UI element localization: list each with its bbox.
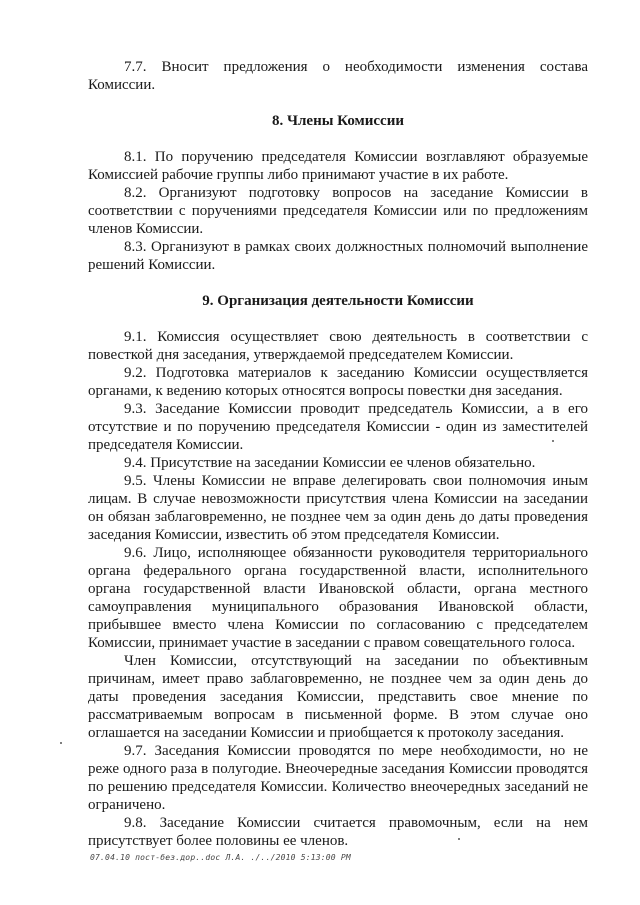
scan-speck	[458, 838, 460, 840]
document-body	[88, 58, 588, 850]
paragraph-8-1: 8.1. По поручению председателя Комиссии возглавляют образуемые Комиссией рабочие группы либо принимают участие в их работе.	[88, 149, 588, 183]
paragraph-9-5: 9.5. Члены Комиссии не вправе делегировать свои полномочия иным лицам. В случае невозможности присутствия члена Комиссии на заседании он обязан заблаговременно, не позднее чем за один день до даты проведения заседания Комиссии, известить об этом председателя Комиссии.	[88, 473, 588, 543]
document-footer: 07.04.10 пост-без.дор..doc Л.А. ./../2010 5:13:00 PM	[90, 853, 351, 862]
scan-speck	[552, 440, 554, 442]
paragraph-absent-member: Член Комиссии, отсутствующий на заседании по объективным причинам, имеет право заблаговременно, не позднее чем за один день до даты проведения заседания Комиссии, представить свое мнение по рассматриваемым вопросам в письменной форме. В этом случае оно оглашается на заседании Комиссии и приобщается к протоколу заседания.	[88, 653, 588, 741]
scan-speck	[60, 742, 62, 744]
paragraph-8-2: 8.2. Организуют подготовку вопросов на заседание Комиссии в соответствии с поручениями председателя Комиссии или по предложениям членов Комиссии.	[88, 185, 588, 237]
paragraph-9-7: 9.7. Заседания Комиссии проводятся по мере необходимости, но не реже одного раза в полугодие. Внеочередные заседания Комиссии проводятся по решению председателя Комиссии. Количество внеочередных заседаний не ограничено.	[88, 743, 588, 813]
paragraph-9-6: 9.6. Лицо, исполняющее обязанности руководителя территориального органа федерального органа государственной власти, исполнительного органа государственной власти Ивановской области, органа местного самоуправления муниципального образования Ивановской области, прибывшее вместо члена Комиссии по согласованию с председателем Комиссии, принимает участие в заседании с правом совещательного голоса.	[88, 545, 588, 651]
paragraph-9-3: 9.3. Заседание Комиссии проводит председатель Комиссии, а в его отсутствие и по поручению председателя Комиссии - один из заместителей председателя Комиссии.	[88, 401, 588, 453]
paragraph-9-2: 9.2. Подготовка материалов к заседанию Комиссии осуществляется органами, к ведению которых относятся вопросы повестки дня заседания.	[88, 365, 588, 399]
paragraph-9-1: 9.1. Комиссия осуществляет свою деятельность в соответствии с повесткой дня заседания, утверждаемой председателем Комиссии.	[88, 329, 588, 363]
paragraph-8-3: 8.3. Организуют в рамках своих должностных полномочий выполнение решений Комиссии.	[88, 239, 588, 273]
section-8-title: 8. Члены Комиссии	[272, 113, 404, 129]
paragraph-9-8: 9.8. Заседание Комиссии считается правомочным, если на нем присутствует более половины ее членов.	[88, 815, 588, 849]
section-9-title: 9. Организация деятельности Комиссии	[202, 293, 474, 309]
paragraph-9-4: 9.4. Присутствие на заседании Комиссии ее членов обязательно.	[124, 455, 536, 471]
paragraph-7-7: 7.7. Вносит предложения о необходимости изменения состава Комиссии.	[88, 59, 588, 93]
